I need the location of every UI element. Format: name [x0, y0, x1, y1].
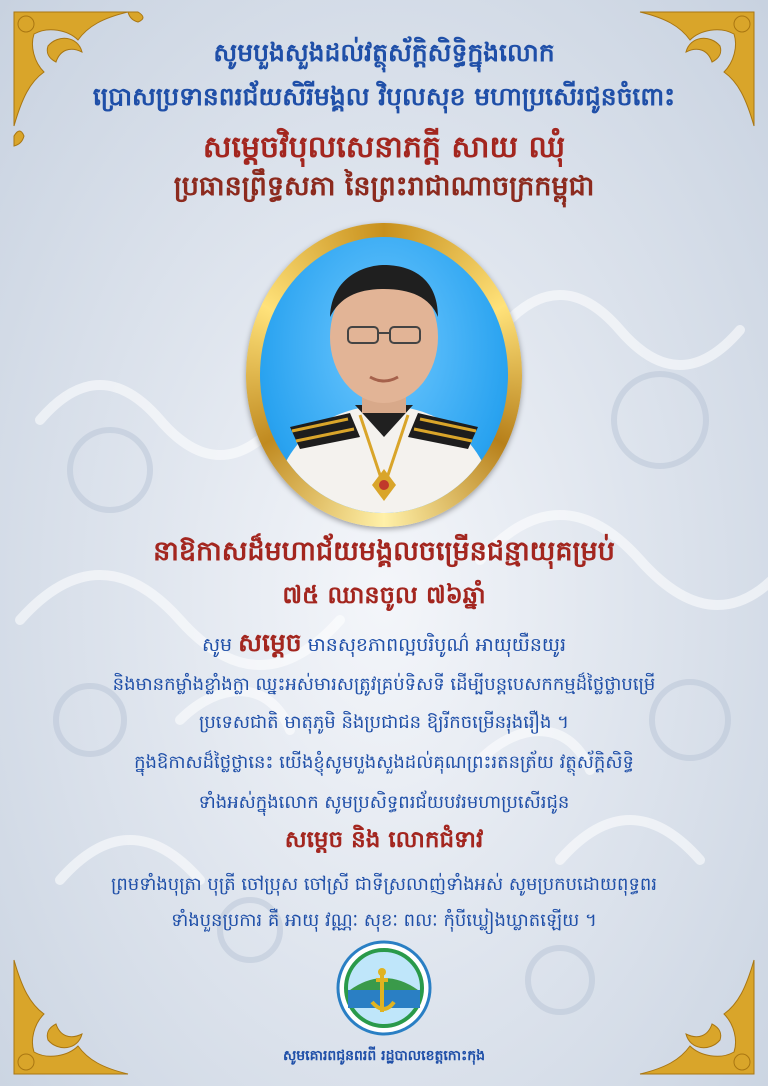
honoree-title: ប្រធានព្រឹទ្ធសភា នៃព្រះរាជាណាចក្រកម្ពុជា: [173, 171, 595, 202]
body-line-8: សម្តេច និង លោកជំទាវ: [284, 827, 484, 853]
occasion-line: នាឱកាសដ៏មហាជ័យមង្គលចម្រើនជន្មាយុគម្រប់: [153, 536, 615, 567]
wish-prefix: សូម: [201, 634, 233, 656]
wish-suffix: មានសុខភាពល្អបរិបូណ៌ អាយុយឺនយូរ: [307, 634, 567, 656]
portrait-frame: [246, 223, 522, 527]
body-line-5: ប្រទេសជាតិ មាតុភូមិ និងប្រជាជន ឱ្យរីកចម្រើនរុងរឿង ។: [198, 712, 570, 733]
honoree-name: សម្តេចវិបុលសេនាភក្តី សាយ ឈុំ: [202, 130, 566, 165]
body-line-6: ក្នុងឱកាសដ៏ថ្លៃថ្លានេះ យើងខ្ញុំសូមបួងសួងដល់គុណព្រះរតនត្រ័យ វត្ថុស័ក្តិសិទ្ធិ: [134, 752, 634, 773]
provincial-logo-icon: [336, 940, 432, 1036]
footer-credit: សូមគោរពជូនពរពី រដ្ឋបាលខេត្តកោះកុង: [282, 1048, 486, 1064]
wish-line: [0, 628, 768, 664]
age-line: ៧៥ ឈានចូល ៧៦ឆ្នាំ: [282, 581, 486, 609]
body-line-9: ព្រមទាំងបុត្រា បុត្រី ចៅប្រុស ចៅស្រី ជាទីស្រលាញ់ទាំងអស់ សូមប្រកបដោយពុទ្ធពរ: [110, 874, 658, 895]
wish-name: សម្តេច: [238, 628, 302, 657]
header-line-1: សូមបួងសួងដល់វត្ថុស័ក្តិសិទ្ធិក្នុងលោក: [213, 38, 555, 67]
body-line-7: ទាំងអស់ក្នុងលោក សូមប្រសិទ្ធពរជ័យបវរមហាប្រសើរជូន: [198, 792, 570, 813]
body-line-4: និងមានកម្លាំងខ្លាំងក្លា ឈ្នះអស់មារសត្រូវគ្រប់ទិសទី ដើម្បីបន្តបេសកកម្មដ៏ថ្លៃថ្លាបម្រើ: [112, 674, 656, 695]
portrait-photo: [260, 237, 508, 513]
header-line-2: ប្រោសប្រទានពរជ័យសិរីមង្គល វិបុលសុខ មហាប្រសើរជូនចំពោះ: [92, 82, 676, 111]
body-line-10: ទាំងបួនប្រការ គឺ អាយុ វណ្ណៈ សុខៈ ពលៈ កុំបីឃ្លៀងឃ្លាតឡើយ ។: [171, 910, 597, 931]
